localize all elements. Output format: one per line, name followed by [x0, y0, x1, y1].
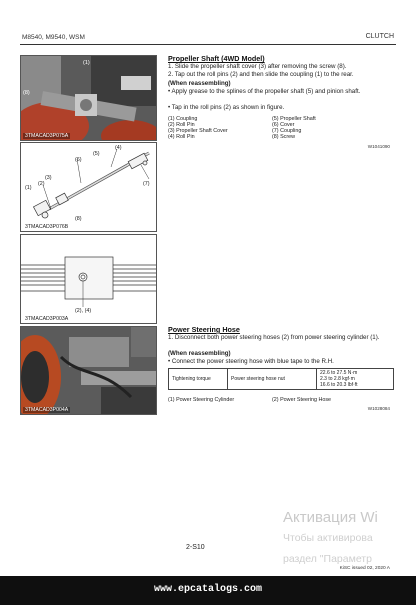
propeller-part-2: (2) Roll Pin — [168, 122, 195, 128]
steering-note-1: • Connect the power steering hose with blue tape to the R.H. — [168, 358, 334, 365]
torque-value-nm: 22.6 to 27.5 N·m — [320, 370, 358, 376]
footer-url[interactable]: www.epcatalogs.com — [153, 584, 263, 595]
propeller-part-5: (5) Propeller Shaft — [272, 116, 316, 122]
propeller-photo-drawing — [21, 56, 156, 140]
figure-label: 3TMACAD3P004A — [25, 407, 69, 413]
torque-values — [317, 369, 394, 390]
header-section: CLUTCH — [365, 33, 394, 40]
watermark-line-2: Чтобы активирова — [283, 532, 373, 544]
propeller-reassembling-heading: (When reassembling) — [168, 80, 231, 87]
watermark-line-1: Активация Wi — [283, 509, 378, 526]
propeller-code: W1041090 — [367, 144, 390, 149]
issue-note: KiSC issued 02, 2020 A — [339, 566, 390, 571]
propeller-part-7: (7) Coupling — [272, 128, 302, 134]
propeller-step-2: 2. Tap out the roll pins (2) and then slide the coupling (1) to the rear. — [168, 71, 354, 78]
callout-6: (6) — [75, 157, 82, 163]
propeller-part-6: (6) Cover — [272, 122, 295, 128]
figure-propeller-exploded — [20, 142, 157, 232]
steering-part-2: (2) Power Steering Hose — [272, 397, 332, 403]
propeller-part-3: (3) Propeller Shaft Cover — [168, 128, 228, 134]
watermark-line-3: раздел "Параметр — [283, 553, 372, 565]
figure-label: 3TMACAD3P075A — [25, 133, 69, 139]
callout-4: (4) — [115, 145, 122, 151]
torque-table — [168, 368, 394, 390]
figure-label: 3TMACAD3P003A — [25, 316, 69, 322]
callout-5: (5) — [93, 151, 100, 157]
header-rule — [20, 44, 396, 45]
callout-1: (1) — [25, 185, 32, 191]
callout-3: (3) — [45, 175, 52, 181]
propeller-note-1: • Apply grease to the splines of the propeller shaft (5) and pinion shaft. — [168, 88, 361, 95]
propeller-part-1: (1) Coupling — [168, 116, 198, 122]
steering-step-1: 1. Disconnect both power steering hoses (2) from power steering cylinder (1). — [168, 334, 380, 341]
steering-reassembling-heading: (When reassembling) — [168, 350, 231, 357]
figure-steering-photo — [20, 326, 157, 415]
callout-2: (2) — [38, 181, 45, 187]
steering-title: Power Steering Hose — [168, 325, 240, 334]
torque-label: Tightening torque — [169, 369, 228, 390]
callout-7: (7) — [143, 181, 150, 187]
page-number: 2-S10 — [186, 544, 205, 551]
steering-code: W1028084 — [367, 406, 390, 411]
propeller-note-2: • Tap in the roll pins (2) as shown in figure. — [168, 104, 285, 111]
propeller-part-8: (8) Screw — [272, 134, 296, 140]
figure-propeller-photo — [20, 55, 157, 141]
propeller-part-4: (4) Roll Pin — [168, 134, 195, 140]
torque-value-kgfm: 2.3 to 2.8 kgf·m — [320, 376, 355, 382]
callout-8: (8) — [23, 90, 30, 96]
callout-1: (1) — [83, 60, 90, 66]
figure-coupling — [20, 234, 157, 324]
header-models: M8540, M9540, WSM — [22, 34, 85, 41]
callout-2-4: (2), (4) — [75, 308, 92, 314]
steering-part-1: (1) Power Steering Cylinder — [168, 397, 235, 403]
steering-photo-drawing — [21, 327, 156, 414]
propeller-step-1: 1. Slide the propeller shaft cover (3) after removing the screw (8). — [168, 63, 347, 70]
torque-value-lbfft: 16.6 to 20.3 lbf·ft — [320, 382, 358, 388]
callout-8: (8) — [75, 216, 82, 222]
propeller-title: Propeller Shaft (4WD Model) — [168, 54, 265, 63]
torque-item: Power steering hose nut — [228, 369, 317, 390]
figure-label: 3TMACAD3P076B — [25, 224, 69, 230]
